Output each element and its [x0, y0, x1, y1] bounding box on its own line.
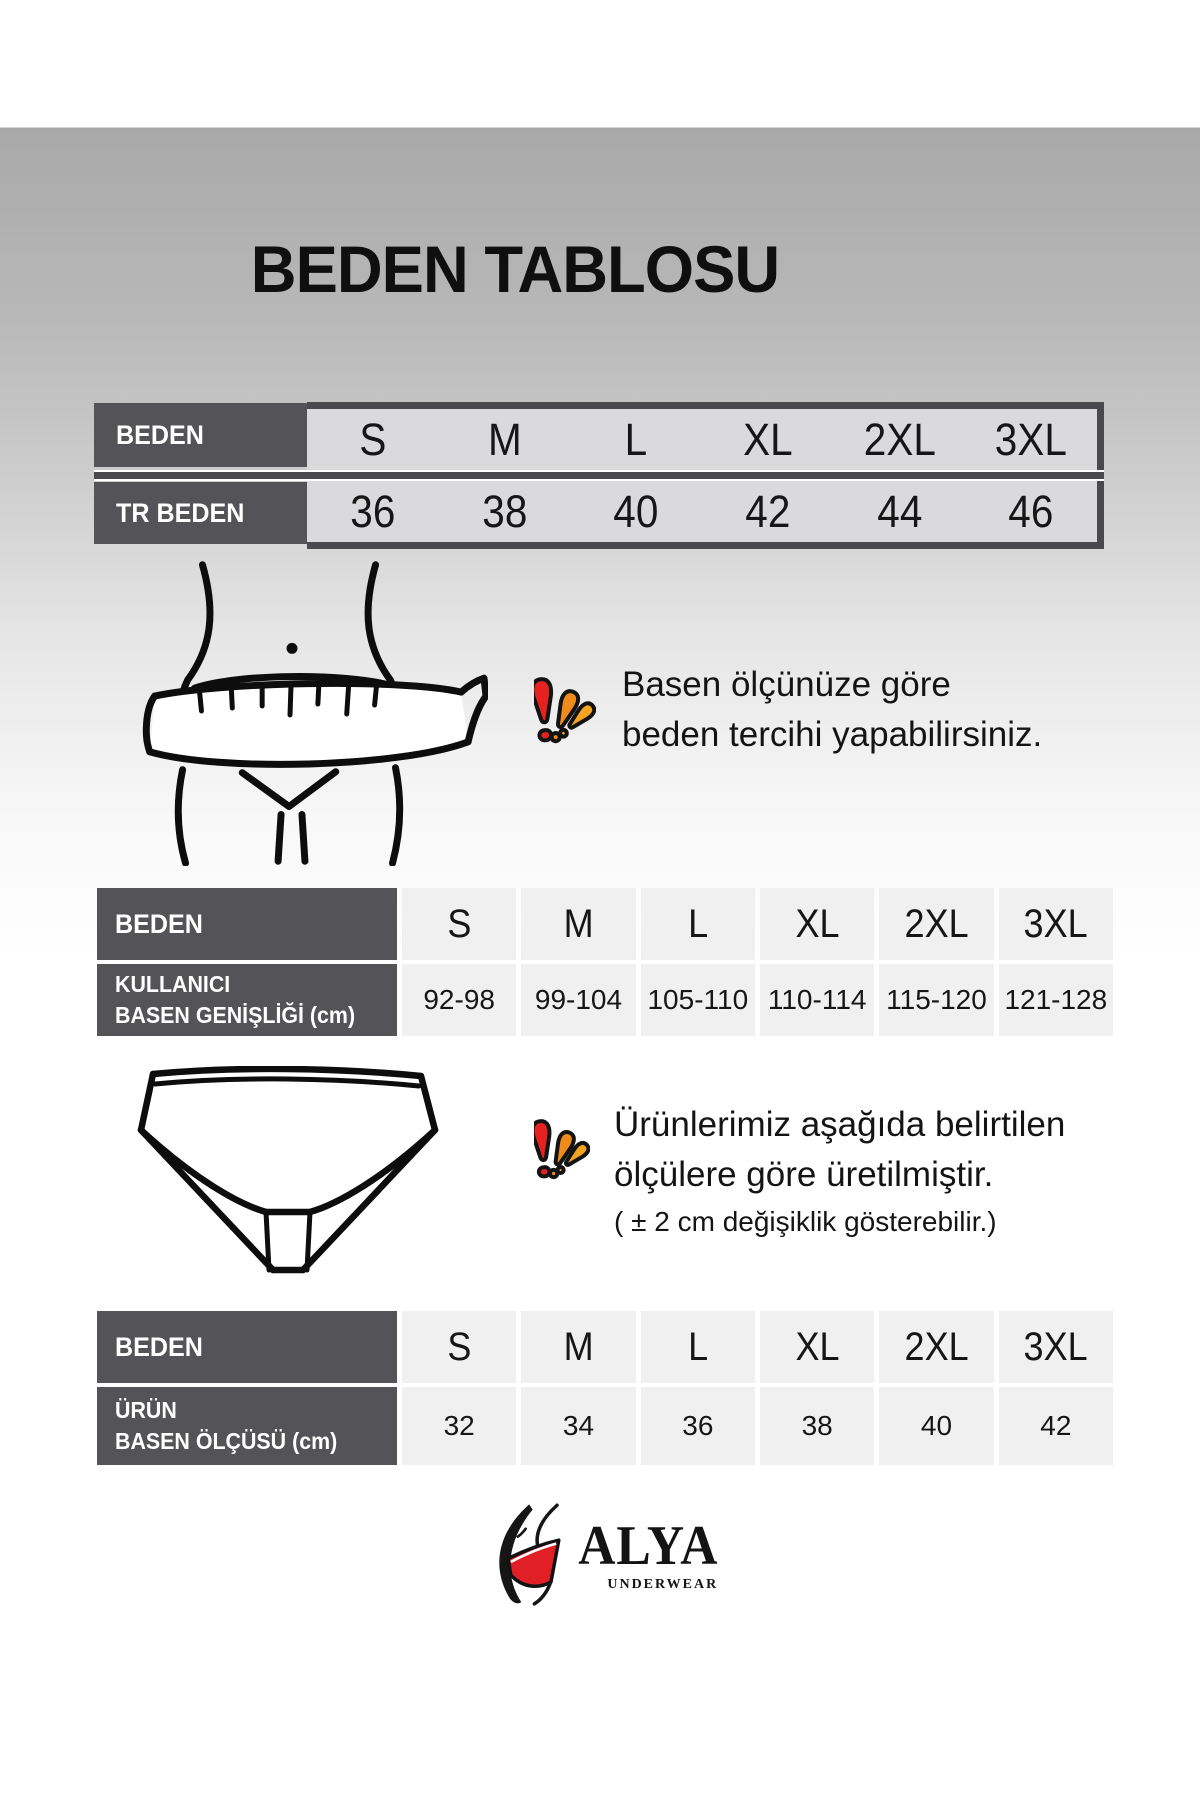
value-cell	[521, 964, 635, 1036]
triple-exclamation-icon	[534, 1110, 590, 1188]
note-product-measurements	[534, 1100, 1065, 1244]
table-cell: 46	[1008, 485, 1054, 537]
value-cell	[879, 964, 993, 1036]
value-cell	[879, 1387, 993, 1465]
value-cell	[402, 964, 516, 1036]
table-divider	[94, 470, 1104, 481]
size-text: XL	[795, 1324, 840, 1369]
row-label-tr-beden	[94, 482, 307, 544]
row-label-line: KULLANICI	[115, 971, 231, 997]
size-header-cell	[760, 888, 874, 960]
value-cell	[760, 1387, 874, 1465]
alya-body-silhouette-logo-mark	[482, 1498, 578, 1612]
size-table-product-hip	[97, 1311, 1113, 1465]
value-text: 42	[1040, 1410, 1072, 1441]
panties-illustration	[136, 1066, 440, 1282]
hip-measure-tape-illustration	[100, 556, 488, 866]
value-text: 115-120	[886, 984, 987, 1015]
size-text: XL	[795, 901, 840, 946]
value-text: 121-128	[1004, 984, 1108, 1015]
table-cell: L	[624, 413, 648, 465]
header-label-text: BEDEN	[115, 908, 203, 939]
page-title: BEDEN TABLOSU	[250, 232, 780, 306]
hip-measure-tape-icon	[100, 556, 488, 866]
size-header-cell	[521, 888, 635, 960]
brand-logo	[0, 1498, 1200, 1612]
size-text: 2XL	[904, 901, 969, 946]
table-cell: 42	[745, 485, 791, 537]
row-label-beden	[94, 403, 307, 467]
size-header-cell	[641, 888, 755, 960]
note-text	[622, 660, 1042, 760]
triple-exclamation-icon	[534, 667, 596, 753]
value-cell	[999, 964, 1113, 1036]
size-header-cell	[999, 1311, 1113, 1383]
table-cell: XL	[743, 413, 793, 465]
table-cell: 38	[481, 485, 528, 537]
note-line: ölçülere göre üretilmiştir.	[614, 1155, 994, 1194]
size-header-cell	[521, 1311, 635, 1383]
value-text: 105-110	[647, 984, 749, 1015]
table-cell: 3XL	[995, 413, 1068, 465]
table-cell: 2XL	[863, 413, 936, 465]
header-label-beden	[97, 888, 397, 960]
value-cell	[402, 1387, 516, 1465]
size-header-cell	[760, 1311, 874, 1383]
note-line: beden tercihi yapabilirsiniz.	[622, 715, 1043, 754]
row-label-text: BEDEN	[116, 419, 204, 450]
row-label-user-hip-width	[97, 964, 397, 1036]
size-header-cell	[402, 1311, 516, 1383]
table-cell: 40	[613, 485, 659, 537]
header-label-text: BEDEN	[115, 1331, 203, 1362]
value-cell	[760, 964, 874, 1036]
size-header-cell	[879, 888, 993, 960]
value-text: 38	[801, 1410, 833, 1441]
brand-subtitle: UNDERWEAR	[607, 1576, 719, 1592]
size-text: 2XL	[904, 1324, 969, 1369]
size-header-cell	[879, 1311, 993, 1383]
size-text: L	[687, 1324, 708, 1369]
size-table-user-hip-width	[97, 888, 1113, 1036]
row-label-line: ÜRÜN	[115, 1397, 177, 1423]
size-header-cell	[402, 888, 516, 960]
row-label-text: TR BEDEN	[116, 497, 245, 528]
size-text: 3XL	[1023, 1324, 1088, 1369]
value-text: 110-114	[767, 984, 867, 1015]
panties-icon	[136, 1066, 440, 1282]
header-label-beden	[97, 1311, 397, 1383]
size-text: 3XL	[1023, 901, 1088, 946]
size-text: M	[563, 1324, 594, 1369]
row-label-line: BASEN ÖLÇÜSÜ (cm)	[115, 1428, 338, 1454]
value-cell	[999, 1387, 1113, 1465]
row-label-line: BASEN GENİŞLİĞİ (cm)	[115, 1002, 356, 1028]
value-text: 92-98	[423, 984, 495, 1015]
value-cell	[641, 964, 755, 1036]
value-text: 99-104	[534, 984, 623, 1015]
size-text: L	[687, 901, 708, 946]
size-text: M	[563, 901, 594, 946]
value-cell	[641, 1387, 755, 1465]
size-header-cell	[999, 888, 1113, 960]
table-row-tr-sizes	[307, 481, 1097, 542]
table-cell: 36	[350, 485, 396, 537]
note-size-by-hip	[534, 660, 1042, 760]
size-header-cell	[641, 1311, 755, 1383]
size-table-international-tr	[94, 402, 1104, 549]
row-label-product-hip	[97, 1387, 397, 1465]
value-cell	[521, 1387, 635, 1465]
table-cell: 44	[876, 485, 923, 537]
table-cell: S	[359, 413, 387, 465]
table-row-sizes	[307, 409, 1097, 470]
note-line: Ürünlerimiz aşağıda belirtilen	[614, 1105, 1066, 1144]
brand-name: ALYA	[577, 1514, 719, 1577]
value-text: 34	[562, 1410, 595, 1441]
note-line: Basen ölçünüze göre	[622, 665, 951, 704]
value-text: 40	[920, 1410, 953, 1441]
table-cell: M	[487, 413, 522, 465]
note-text	[614, 1100, 1065, 1200]
size-text: S	[447, 901, 472, 946]
value-text: 36	[682, 1410, 714, 1441]
size-text: S	[447, 1324, 472, 1369]
value-text: 32	[443, 1410, 475, 1441]
note-tolerance-line: ( ± 2 cm değişiklik gösterebilir.)	[614, 1206, 997, 1237]
